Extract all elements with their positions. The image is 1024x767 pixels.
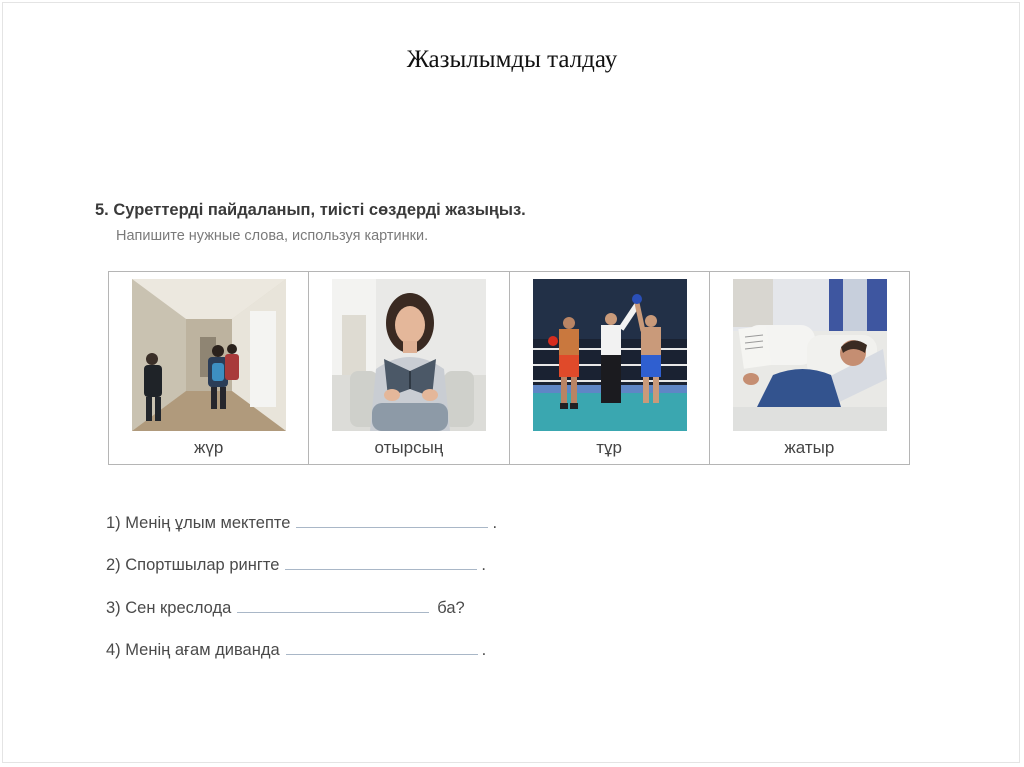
man-lying-photo <box>733 279 887 431</box>
sentence-3 <box>106 598 465 618</box>
answer-blank-2[interactable] <box>285 555 477 570</box>
answer-blank-1[interactable] <box>296 513 488 528</box>
sentence-4 <box>106 640 486 660</box>
picture-cell-lying <box>710 272 909 464</box>
sentence-text: 3) Сен креслода <box>106 599 232 617</box>
corridor-photo <box>132 279 286 431</box>
caption-standing: тұр <box>596 438 622 457</box>
sentence-text: 2) Спортшылар рингте <box>106 556 280 574</box>
sentence-ending: . <box>481 556 486 574</box>
answer-blank-3[interactable] <box>237 598 429 613</box>
sentence-text: 1) Менің ұлым мектепте <box>106 514 291 532</box>
boxing-ring-photo <box>533 279 687 431</box>
picture-cell-sitting <box>309 272 509 464</box>
sentence-ending: ба? <box>437 599 465 617</box>
sentence-1 <box>106 513 497 533</box>
sentence-ending: . <box>481 641 487 659</box>
sentence-2 <box>106 555 486 575</box>
task-heading: 5. Суреттерді пайдаланып, тиісті сөздерді жазыңыз. <box>95 201 526 219</box>
caption-lying: жатыр <box>784 438 835 457</box>
picture-table <box>108 271 910 465</box>
caption-sitting: отырсың <box>374 438 444 457</box>
sentence-ending: . <box>492 514 498 532</box>
caption-walking: жүр <box>193 438 224 457</box>
answer-blank-4[interactable] <box>286 640 478 655</box>
slide-title: Жазылымды талдау <box>406 46 618 73</box>
picture-cell-standing <box>510 272 710 464</box>
woman-reading-photo <box>332 279 486 431</box>
sentence-text: 4) Менің ағам диванда <box>106 641 280 659</box>
task-subheading: Напишите нужные слова, используя картинки. <box>116 228 429 244</box>
picture-cell-walking <box>109 272 309 464</box>
